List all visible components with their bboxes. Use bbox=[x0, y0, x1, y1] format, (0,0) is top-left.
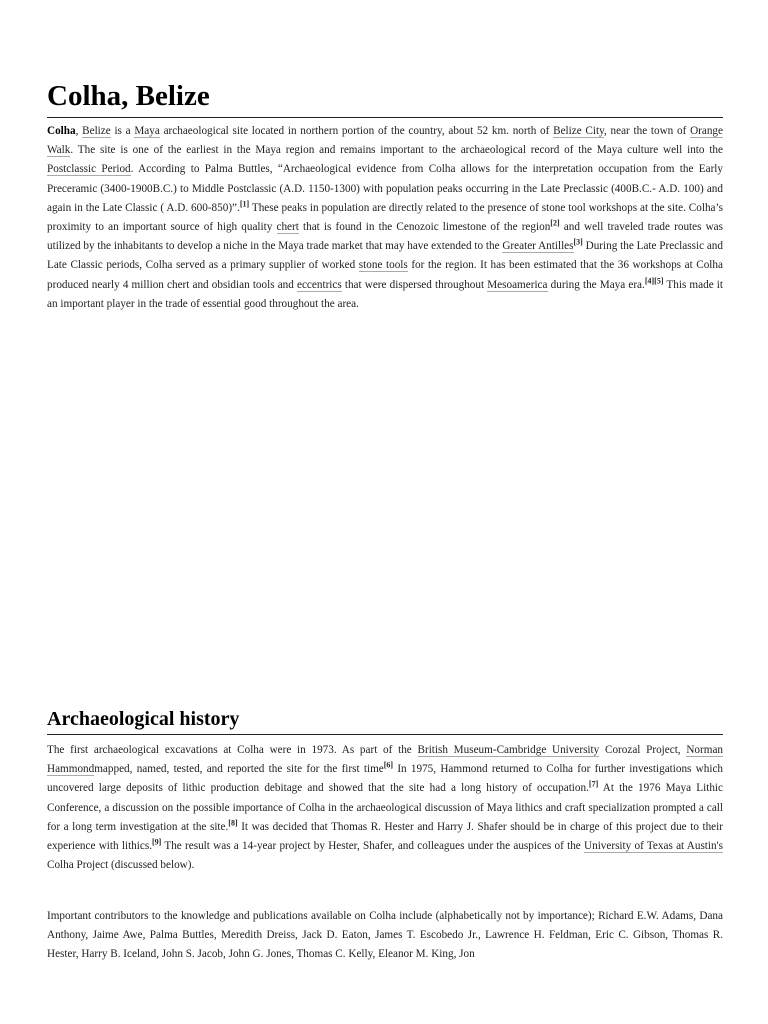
reference-2[interactable]: [2] bbox=[550, 218, 560, 228]
text-run: In 1975, Hammond returned to Colha for further investigations which uncovered large deposits of lithic production debitage and showed that the site had a long history of occupation. bbox=[47, 763, 724, 795]
history-paragraph-2: Important contributors to the knowledge and publications available on Colha include (alphabetically not by importance); Richard E.W. Adams, Dana Anthony, Jaime Awe, Palma Buttles, Meredith Dreiss, Jack D. Eaton, James T. Escobedo Jr., Lawrence H. Feldman, Eric C. Gibson, Thomas R. Hester, Harry B. Iceland, John S. Jacob, John G. Jones, Thomas C. Kelly, Eleanor M. King, Jon bbox=[47, 910, 723, 961]
text-run: archaeological site located in northern portion of the country, about 52 km. north of bbox=[159, 125, 554, 137]
bold-term-colha: Colha bbox=[47, 125, 76, 137]
reference-3[interactable]: [3] bbox=[573, 237, 583, 247]
section-heading-archaeological-history: Archaeological history bbox=[47, 706, 723, 735]
link-belize-city[interactable]: Belize City bbox=[553, 125, 604, 137]
text-run: This made it an important player in the trade of essential good throughout the area. bbox=[47, 278, 724, 310]
text-run: Colha Project (discussed below). bbox=[47, 859, 195, 872]
reference-7[interactable]: [7] bbox=[588, 779, 599, 789]
text-run: It was decided that Thomas R. Hester and Harry J. Shafer should be in charge of this project due to their experience with lithics. bbox=[47, 820, 723, 853]
reference-8[interactable]: [8] bbox=[228, 818, 238, 828]
text-run: During the Late Preclassic and Late Classic periods, Colha served as a primary supplier of worked bbox=[47, 240, 723, 272]
text-run: The first archaeological excavations at Colha were in 1973. As part of the bbox=[47, 744, 418, 756]
text-run: At the 1976 Maya Lithic Conference, a discussion on the possible importance of Colha in the archaeological discussion of Maya lithics and craft specialization prompted a call for a long term investigation at the site. bbox=[47, 782, 723, 833]
link-mesoamerica[interactable]: Mesoamerica bbox=[487, 278, 548, 291]
reference-1[interactable]: [1] bbox=[239, 199, 250, 209]
link-british-museum-cambridge[interactable]: British Museum-Cambridge University bbox=[417, 744, 600, 756]
reference-9[interactable]: [9] bbox=[152, 837, 162, 847]
text-run: These peaks in population are directly related to the presence of stone tool workshops at the site. Colha’s proximity to an important source of high quality bbox=[47, 201, 723, 234]
link-ut-austin[interactable]: University of Texas at Austin's bbox=[584, 840, 723, 853]
link-stone-tools[interactable]: stone tools bbox=[358, 259, 408, 272]
text-run: , bbox=[75, 125, 83, 137]
link-orange-walk[interactable]: Orange Walk bbox=[47, 125, 723, 157]
text-run: , near the town of bbox=[603, 125, 691, 137]
link-chert[interactable]: chert bbox=[276, 221, 299, 234]
link-greater-antilles[interactable]: Greater Antilles bbox=[502, 240, 574, 253]
text-run: that is found in the Cenozoic limestone of the region bbox=[298, 221, 551, 234]
link-postclassic-period[interactable]: Postclassic Period bbox=[47, 163, 131, 176]
intro-paragraph bbox=[47, 122, 723, 314]
link-maya[interactable]: Maya bbox=[134, 125, 160, 137]
link-belize[interactable]: Belize bbox=[82, 125, 111, 137]
text-run: Corozal Project, bbox=[599, 744, 687, 756]
text-run: . The site is one of the earliest in the Maya region and remains important to the archaeological record of the Maya culture well into the bbox=[70, 144, 723, 157]
link-norman-hammond[interactable]: Norman Hammond bbox=[47, 744, 724, 776]
text-run: and well traveled trade routes was utilized by the inhabitants to develop a niche in the Maya trade market that may have extended to the bbox=[47, 221, 724, 253]
reference-6[interactable]: [6] bbox=[383, 760, 394, 770]
reference-4-5[interactable]: [4][5] bbox=[644, 275, 664, 285]
page-title: Colha, Belize bbox=[47, 78, 723, 118]
text-run: . According to Palma Buttles, “Archaeological evidence from Colha allows for the interpretation occupation from the Early Preceramic (3400-1900B.C.) to Middle Postclassic (A.D. 1150-1300) with population peaks occurring in the Late Preclassic (400B.C.- A.D. 100) and again in the Late Classic ( A.D. 600-850)”. bbox=[47, 163, 723, 214]
text-run: is a bbox=[110, 125, 135, 137]
text-run: that were dispersed throughout bbox=[341, 278, 488, 291]
history-paragraph-1 bbox=[47, 741, 723, 875]
text-run: during the Maya era. bbox=[547, 278, 645, 291]
link-eccentrics[interactable]: eccentrics bbox=[297, 278, 342, 291]
text-run: The result was a 14-year project by Hester, Shafer, and colleagues under the auspices of the bbox=[161, 840, 585, 853]
text-run: mapped, named, tested, and reported the site for the first time bbox=[94, 763, 384, 776]
text-run: for the region. It has been estimated that the 36 workshops at Colha produced nearly 4 million chert and obsidian tools and bbox=[47, 259, 723, 291]
